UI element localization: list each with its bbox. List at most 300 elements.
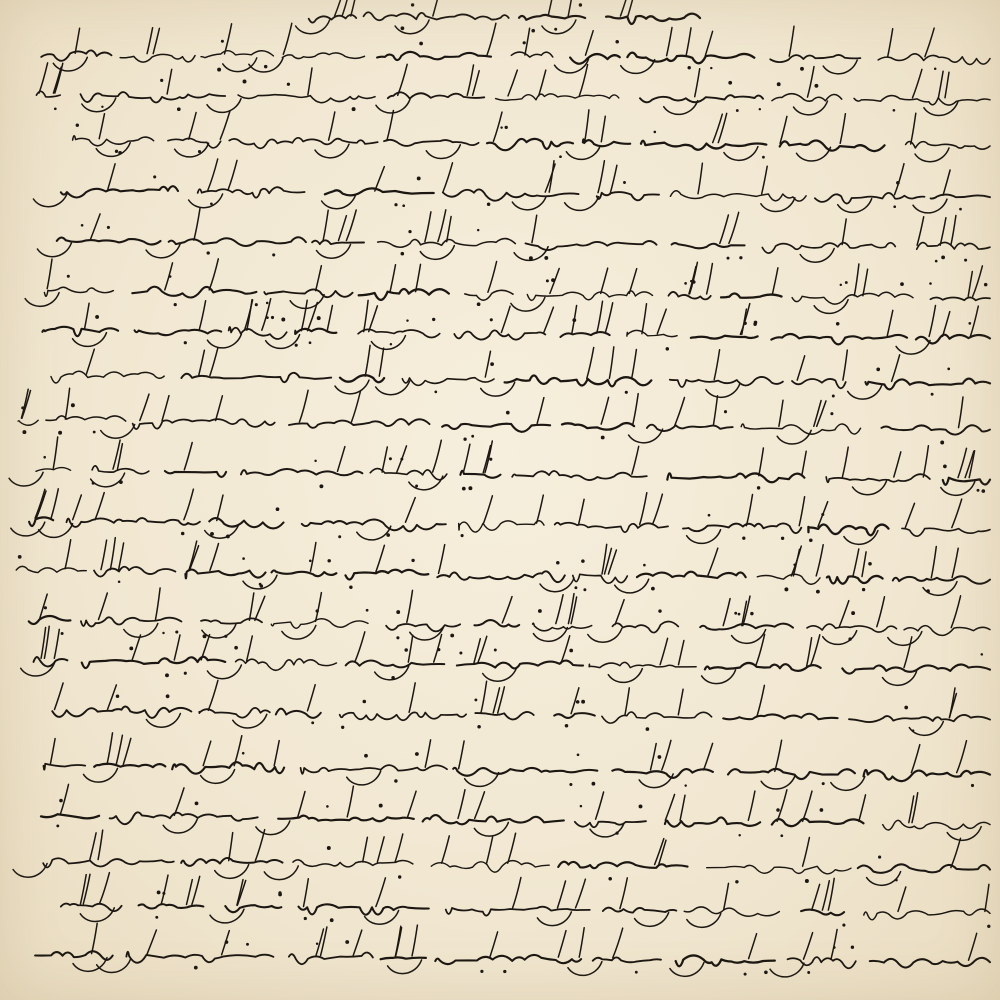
ink-stroke (47, 259, 52, 289)
ink-stroke (570, 54, 620, 64)
ink-stroke (156, 588, 161, 620)
ink-stroke (11, 522, 45, 536)
ink-stroke (757, 685, 764, 716)
ink-stroke (181, 373, 331, 382)
ink-stroke (558, 881, 566, 908)
diacritic-dot (169, 275, 172, 278)
ink-stroke (298, 792, 305, 817)
ink-stroke (695, 69, 700, 97)
diacritic-dot (896, 181, 900, 185)
ink-stroke (207, 665, 241, 679)
diacritic-dot (494, 649, 497, 652)
diacritic-dot (311, 721, 314, 724)
ink-stroke (568, 0, 573, 16)
ink-stroke (808, 67, 815, 98)
ink-stroke (98, 830, 103, 859)
ink-stroke (453, 768, 597, 776)
ink-stroke (713, 396, 717, 425)
diacritic-dot (155, 916, 158, 919)
ink-stroke (245, 300, 253, 330)
ink-stroke (508, 70, 517, 96)
ink-stroke (41, 814, 99, 818)
diacritic-dot (759, 108, 761, 110)
ink-stroke (968, 272, 972, 297)
diacritic-dot (278, 893, 282, 897)
ink-stroke (881, 425, 990, 434)
ink-stroke (153, 28, 159, 53)
ink-stroke (700, 624, 793, 630)
ink-stroke (386, 624, 460, 631)
ink-stroke (931, 547, 936, 578)
ink-stroke (53, 67, 61, 93)
ink-stroke (761, 775, 795, 789)
diacritic-dot (523, 41, 526, 44)
ink-stroke (351, 391, 360, 422)
diacritic-dot (396, 636, 399, 639)
diacritic-dot (43, 456, 46, 459)
ink-stroke (923, 446, 928, 477)
ink-stroke (698, 163, 702, 194)
ink-stroke (720, 215, 729, 243)
diacritic-dot (67, 275, 70, 278)
diacritic-dot (728, 81, 732, 85)
diacritic-dot (101, 106, 103, 108)
ink-stroke (81, 92, 226, 102)
diacritic-dot (931, 393, 934, 396)
diacritic-dot (175, 630, 178, 633)
ink-stroke (780, 140, 885, 151)
ink-stroke (398, 64, 408, 95)
ink-stroke (172, 762, 284, 774)
ink-stroke (442, 836, 450, 863)
diacritic-dot (394, 203, 397, 206)
ink-stroke (823, 60, 857, 74)
ink-stroke (911, 113, 916, 144)
ink-stroke (359, 289, 449, 300)
ink-stroke (132, 635, 140, 660)
handwriting-lines (9, 0, 990, 977)
diacritic-dot (54, 107, 57, 110)
diacritic-dot (538, 609, 542, 613)
ink-stroke (447, 217, 451, 242)
diacritic-dot (330, 918, 334, 922)
diacritic-dot (692, 280, 696, 284)
ink-stroke (797, 356, 805, 380)
ink-stroke (762, 243, 895, 253)
ink-stroke (707, 264, 713, 294)
ink-stroke (724, 883, 729, 909)
ink-stroke (831, 930, 837, 960)
diacritic-dot (814, 84, 818, 88)
diacritic-dot (840, 284, 842, 286)
diacritic-dot (842, 924, 845, 927)
ink-stroke (216, 396, 223, 421)
ink-stroke (864, 770, 991, 781)
ink-stroke (416, 264, 421, 291)
ink-stroke (888, 632, 922, 646)
ink-stroke (481, 382, 515, 396)
ink-stroke (283, 23, 292, 54)
ink-stroke (217, 495, 223, 520)
ink-stroke (576, 879, 586, 908)
ink-stroke (883, 820, 990, 830)
ink-stroke (637, 572, 746, 578)
ink-stroke (814, 300, 848, 314)
ink-stroke (792, 379, 846, 388)
diacritic-dot (581, 559, 585, 563)
ink-stroke (863, 269, 868, 295)
ink-stroke (723, 714, 837, 720)
ink-stroke (667, 28, 672, 56)
diacritic-dot (929, 282, 932, 285)
ink-stroke (867, 872, 901, 886)
ink-stroke (82, 657, 225, 668)
ink-stroke (772, 268, 778, 295)
diacritic-dot (546, 279, 549, 282)
ink-stroke (91, 214, 101, 239)
ink-stroke (579, 499, 585, 524)
ink-stroke (199, 301, 205, 330)
diacritic-dot (982, 489, 986, 493)
ink-stroke (210, 348, 218, 376)
ink-stroke (713, 114, 723, 142)
ink-stroke (46, 416, 126, 421)
ink-stroke (459, 741, 465, 769)
diacritic-dot (623, 181, 626, 184)
ink-stroke (597, 192, 659, 200)
diacritic-dot (162, 892, 165, 895)
ink-stroke (799, 497, 804, 526)
diacritic-dot (739, 256, 742, 259)
handwriting-line (42, 299, 990, 354)
ink-stroke (690, 262, 698, 294)
ink-stroke (163, 819, 197, 833)
diacritic-dot (935, 260, 938, 263)
handwriting-line (41, 23, 990, 74)
diacritic-dot (400, 458, 403, 461)
ink-stroke (198, 187, 305, 197)
diacritic-dot (379, 804, 383, 808)
ink-stroke (555, 523, 668, 533)
ink-stroke (264, 289, 352, 297)
ink-stroke (311, 543, 316, 572)
ink-stroke (225, 905, 281, 912)
ink-stroke (474, 822, 508, 836)
ink-stroke (208, 159, 218, 190)
ink-stroke (9, 472, 43, 486)
diacritic-dot (904, 706, 908, 710)
diacritic-dot (352, 107, 356, 111)
ink-stroke (943, 170, 950, 195)
ink-stroke (792, 292, 913, 304)
ink-stroke (675, 398, 685, 426)
ink-stroke (41, 50, 111, 60)
ink-stroke (840, 114, 845, 144)
ink-stroke (680, 795, 685, 820)
ink-stroke (274, 741, 279, 766)
ink-stroke (762, 166, 768, 194)
ink-stroke (54, 629, 59, 658)
diacritic-dot (242, 557, 245, 560)
ink-stroke (396, 928, 402, 956)
diacritic-dot (851, 611, 855, 615)
ink-stroke (364, 12, 509, 20)
ink-stroke (81, 875, 87, 904)
diacritic-dot (959, 208, 962, 211)
ink-stroke (443, 189, 579, 200)
ink-stroke (539, 70, 546, 96)
diacritic-dot (878, 856, 881, 859)
diacritic-dot (107, 226, 110, 229)
ink-stroke (678, 689, 683, 715)
diacritic-dot (118, 151, 122, 155)
ink-stroke (848, 385, 882, 399)
ink-stroke (202, 624, 236, 638)
ink-stroke (561, 636, 570, 664)
diacritic-dot (210, 532, 214, 536)
diacritic-dot (581, 700, 585, 704)
ink-stroke (357, 526, 391, 540)
diacritic-dot (734, 612, 737, 615)
ink-stroke (537, 398, 544, 424)
diacritic-dot (708, 514, 711, 517)
diacritic-dot (207, 251, 210, 254)
ink-stroke (615, 579, 649, 593)
ink-stroke (929, 306, 935, 337)
ink-stroke (601, 268, 608, 293)
diacritic-dot (848, 637, 851, 640)
diacritic-dot (304, 917, 307, 920)
ink-stroke (613, 928, 623, 958)
ink-stroke (376, 545, 385, 572)
ink-stroke (161, 875, 168, 904)
ink-stroke (123, 738, 131, 764)
diacritic-dot (181, 532, 185, 536)
diacritic-dot (556, 561, 560, 565)
ink-stroke (431, 861, 549, 873)
ink-stroke (189, 113, 196, 140)
ink-stroke (686, 28, 691, 56)
diacritic-dot (784, 587, 788, 591)
ink-stroke (321, 927, 327, 956)
ink-stroke (458, 790, 465, 819)
ink-stroke (316, 929, 324, 956)
ink-stroke (116, 735, 122, 764)
handwriting-line (73, 110, 990, 162)
ink-stroke (425, 212, 431, 242)
ink-stroke (377, 837, 384, 862)
diacritic-dot (654, 131, 657, 134)
diacritic-dot (490, 362, 494, 366)
ink-stroke (803, 838, 810, 867)
ink-stroke (917, 242, 990, 249)
ink-stroke (44, 764, 86, 770)
ink-stroke (615, 600, 624, 625)
ink-stroke (601, 397, 608, 424)
ink-stroke (355, 632, 365, 662)
ink-stroke (426, 145, 460, 159)
ink-stroke (51, 371, 164, 383)
diacritic-dot (688, 66, 691, 69)
ink-stroke (906, 142, 990, 150)
diacritic-dot (157, 890, 161, 894)
ink-stroke (147, 930, 157, 955)
ink-stroke (423, 815, 564, 824)
diacritic-dot (490, 318, 493, 321)
diacritic-dot (809, 539, 813, 543)
ink-stroke (329, 112, 335, 140)
ink-stroke (308, 68, 312, 95)
diacritic-dot (271, 316, 274, 319)
ink-stroke (887, 310, 893, 335)
ink-stroke (358, 329, 440, 337)
ink-stroke (282, 53, 364, 59)
diacritic-dot (565, 724, 569, 728)
diacritic-dot (264, 65, 267, 68)
ink-stroke (625, 688, 629, 715)
diacritic-dot (845, 281, 848, 284)
ink-stroke (110, 812, 258, 824)
ink-stroke (951, 838, 961, 867)
ink-stroke (478, 636, 487, 663)
ink-stroke (749, 934, 757, 959)
ink-stroke (57, 238, 161, 245)
ink-stroke (407, 590, 413, 622)
diacritic-dot (408, 230, 411, 233)
diacritic-dot (58, 431, 62, 435)
ink-stroke (969, 933, 977, 960)
ink-stroke (605, 303, 613, 333)
ink-stroke (463, 444, 470, 473)
ink-stroke (346, 570, 429, 580)
diacritic-dot (119, 480, 123, 484)
ink-stroke (952, 548, 958, 577)
ink-stroke (791, 546, 801, 576)
diacritic-dot (572, 318, 576, 322)
ink-stroke (42, 327, 118, 336)
ink-stroke (959, 397, 964, 428)
ink-stroke (460, 471, 500, 478)
diacritic-dot (272, 253, 275, 256)
ink-stroke (800, 249, 834, 263)
ink-stroke (99, 114, 104, 139)
diacritic-dot (160, 79, 163, 82)
diacritic-dot (341, 726, 344, 729)
handwriting-line (61, 873, 991, 928)
ink-stroke (108, 685, 117, 710)
ink-stroke (770, 55, 860, 62)
ink-stroke (544, 307, 554, 332)
ink-stroke (289, 953, 373, 965)
ink-stroke (181, 858, 282, 866)
diacritic-dot (531, 29, 535, 33)
ink-stroke (915, 148, 949, 162)
diacritic-dot (390, 343, 392, 345)
ink-stroke (723, 599, 730, 626)
ink-stroke (35, 489, 45, 518)
ink-stroke (99, 593, 108, 620)
ink-stroke (519, 15, 585, 20)
ink-stroke (540, 578, 574, 592)
ink-stroke (165, 471, 226, 477)
ink-stroke (308, 685, 316, 711)
ink-stroke (437, 571, 565, 582)
ink-stroke (823, 631, 857, 645)
diacritic-dot (71, 403, 75, 407)
ink-stroke (608, 669, 642, 683)
ink-stroke (729, 212, 739, 243)
ink-stroke (238, 95, 375, 103)
ink-stroke (53, 437, 57, 468)
ink-stroke (353, 930, 362, 955)
ink-stroke (420, 246, 454, 260)
diacritic-dot (477, 725, 481, 729)
ink-stroke (945, 72, 949, 98)
ink-stroke (562, 423, 634, 430)
diacritic-dot (639, 804, 643, 808)
ink-stroke (985, 884, 989, 911)
ink-stroke (234, 736, 242, 766)
ink-stroke (888, 29, 893, 57)
diacritic-dot (559, 155, 562, 158)
diacritic-dot (583, 588, 586, 591)
diacritic-dot (569, 783, 572, 786)
ink-stroke (363, 837, 368, 862)
ink-stroke (327, 306, 332, 331)
ink-stroke (55, 63, 63, 93)
ink-stroke (483, 668, 517, 682)
diacritic-dot (364, 754, 368, 758)
ink-stroke (108, 164, 115, 189)
ink-stroke (304, 879, 309, 907)
ink-stroke (702, 670, 736, 684)
ink-stroke (84, 768, 118, 782)
diacritic-dot (615, 831, 618, 834)
diacritic-dot (893, 109, 896, 112)
ink-stroke (537, 912, 571, 926)
ink-stroke (51, 489, 58, 518)
diacritic-dot (314, 460, 316, 462)
diacritic-dot (506, 411, 510, 415)
ink-stroke (271, 619, 368, 629)
diacritic-dot (926, 589, 930, 593)
diacritic-dot (398, 875, 401, 878)
ink-stroke (55, 683, 64, 710)
ink-stroke (596, 792, 604, 819)
diacritic-dot (76, 123, 79, 126)
ink-stroke (168, 138, 221, 147)
diacritic-dot (349, 586, 352, 589)
diacritic-dot (194, 966, 198, 970)
ink-stroke (454, 330, 545, 339)
ink-stroke (689, 267, 696, 294)
ink-stroke (37, 243, 71, 257)
diacritic-dot (195, 802, 199, 806)
ink-stroke (409, 476, 443, 490)
diacritic-dot (56, 824, 59, 827)
ink-stroke (347, 771, 381, 785)
diacritic-dot (754, 321, 758, 325)
handwriting-line (16, 538, 990, 596)
diacritic-dot (174, 303, 177, 306)
ink-stroke (640, 493, 647, 525)
diacritic-dot (893, 205, 896, 208)
diacritic-dot (727, 257, 730, 260)
ink-stroke (807, 638, 812, 666)
ink-stroke (94, 764, 165, 767)
diacritic-dot (386, 533, 390, 537)
ink-stroke (628, 0, 635, 16)
